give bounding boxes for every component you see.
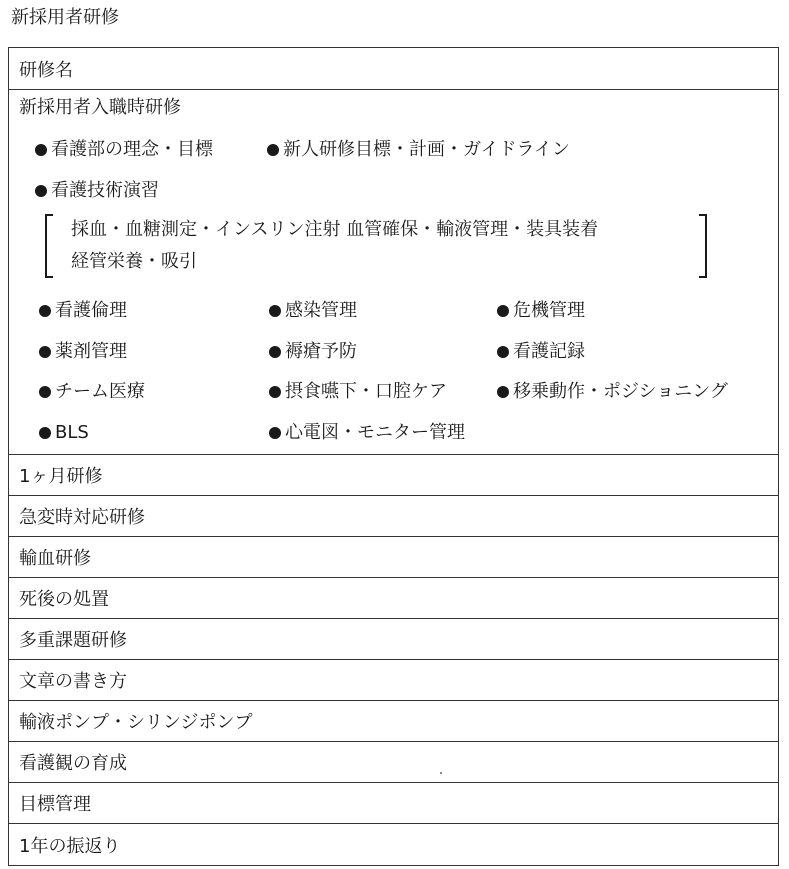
table-row: 多重課題研修 [9,619,778,660]
list-item: 薬剤管理 [39,340,127,364]
table-row: 看護観の育成 [9,742,778,783]
bullet-icon [39,427,51,439]
list-item: 感染管理 [269,299,357,323]
technique-line: 経管栄養・吸引 [71,251,197,272]
bullet-icon [39,305,51,317]
list-item: 危機管理 [497,299,585,323]
bullet-icon [269,305,281,317]
technique-bracket-group [45,214,707,280]
table-header: 研修名 [9,48,778,90]
bullet-icon [497,305,509,317]
list-item: 看護記録 [497,340,585,364]
table-row: 目標管理 [9,783,778,824]
list-item: 褥瘡予防 [269,340,357,364]
list-item: 看護倫理 [39,299,127,323]
list-item: 心電図・モニター管理 [269,421,465,445]
table-row: 1年の振返り [19,835,121,857]
list-item: 移乗動作・ポジショニング [497,380,728,404]
bullet-icon [39,386,51,398]
list-item: 摂食嚥下・口腔ケア [269,380,447,404]
scan-speck [440,772,442,774]
bullet-icon [269,427,281,439]
bullet-icon [39,346,51,358]
bullet-icon [35,185,47,197]
left-bracket-icon [45,214,53,278]
table-row: 文章の書き方 [9,660,778,701]
page-title: 新採用者研修 [11,7,119,28]
orientation-title: 新採用者入職時研修 [19,97,181,118]
table-row: 1ヶ月研修 [9,455,778,496]
list-item: 看護部の理念・目標 [35,138,213,162]
table-row: 急変時対応研修 [9,496,778,537]
list-item: チーム医療 [39,380,145,404]
right-bracket-icon [699,214,707,278]
table-row: 輸液ポンプ・シリンジポンプ [9,701,778,742]
list-item: BLS [39,421,89,445]
bullet-icon [35,144,47,156]
table-row: 死後の処置 [9,578,778,619]
orientation-training-cell [9,90,778,455]
technique-line: 採血・血糖測定・インスリン注射 血管確保・輸液管理・装具装着 [71,219,599,240]
list-item: 新人研修目標・計画・ガイドライン [267,138,570,162]
bullet-icon [497,346,509,358]
bullet-icon [269,386,281,398]
bullet-icon [269,346,281,358]
table-row: 輸血研修 [9,537,778,578]
training-table [8,47,779,866]
bullet-icon [497,386,509,398]
list-item: 看護技術演習 [35,179,159,203]
bullet-icon [267,144,279,156]
